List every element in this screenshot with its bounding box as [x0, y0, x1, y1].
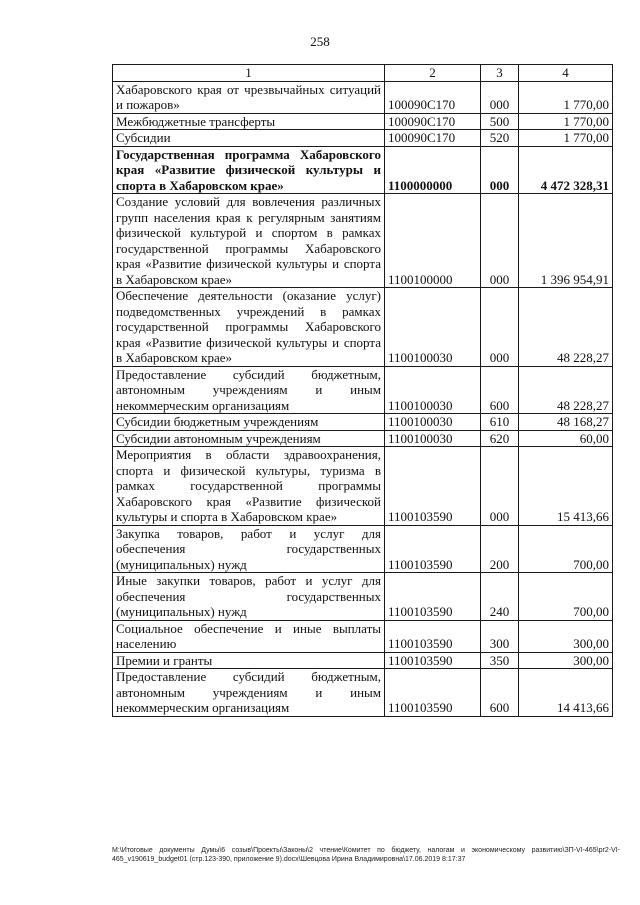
row-name-cell: Премии и гранты [113, 652, 385, 669]
row-csr-cell: 1100100030 [385, 288, 481, 367]
row-csr-cell: 1100103590 [385, 652, 481, 669]
row-csr-cell: 100090С170 [385, 113, 481, 130]
row-vr-cell: 000 [481, 194, 519, 288]
row-csr-cell: 100090С170 [385, 130, 481, 147]
table-row [113, 652, 613, 669]
row-sum-cell: 700,00 [519, 573, 613, 621]
file-path-footer: М:\Итоговые документы Думы\6 созыв\Проекты\Законы\2 чтение\Комитет по бюджету, налогам и экономическому развитию\ЗП-VI-465\pr2-VI-465_v190619_budget01 (стр.123-390, приложение 9).docx\Шевцова Ирина Владимировна\17.06.2019 8:17:37 [112, 847, 620, 863]
table-row [113, 81, 613, 113]
table-row [113, 288, 613, 367]
header-col-sum: 4 [519, 65, 613, 82]
table-row [113, 366, 613, 414]
row-vr-cell: 500 [481, 113, 519, 130]
row-name-cell: Предоставление субсидий бюджетным, автономным учреждениям и иным некоммерческим организациям [113, 669, 385, 717]
table-row [113, 414, 613, 431]
row-sum-cell: 1 770,00 [519, 113, 613, 130]
row-sum-cell: 700,00 [519, 525, 613, 573]
row-name-cell: Обеспечение деятельности (оказание услуг) подведомственных учреждений в рамках государственной программы Хабаровского края «Развитие физической культуры и спорта в Хабаровском крае» [113, 288, 385, 367]
budget-table-body [113, 65, 613, 717]
row-vr-cell: 200 [481, 525, 519, 573]
row-sum-cell: 15 413,66 [519, 447, 613, 526]
row-sum-cell: 60,00 [519, 430, 613, 447]
row-csr-cell: 100090С170 [385, 81, 481, 113]
row-sum-cell: 1 770,00 [519, 81, 613, 113]
table-row [113, 525, 613, 573]
row-vr-cell: 300 [481, 620, 519, 652]
row-name-cell: Хабаровского края от чрезвычайных ситуаций и пожаров» [113, 81, 385, 113]
row-csr-cell: 1100100030 [385, 414, 481, 431]
row-name-cell: Закупка товаров, работ и услуг для обеспечения государственных (муниципальных) нужд [113, 525, 385, 573]
row-csr-cell: 1100103590 [385, 573, 481, 621]
row-vr-cell: 240 [481, 573, 519, 621]
header-col-csr: 2 [385, 65, 481, 82]
row-sum-cell: 300,00 [519, 652, 613, 669]
table-row [113, 130, 613, 147]
row-name-cell: Создание условий для вовлечения различных групп населения края к регулярным занятиям физической культурой и спортом в рамках государственной программы Хабаровского края «Развитие физической культуры и спорта в Хабаровском крае» [113, 194, 385, 288]
row-csr-cell: 1100000000 [385, 146, 481, 194]
row-vr-cell: 600 [481, 669, 519, 717]
row-csr-cell: 1100100030 [385, 430, 481, 447]
row-csr-cell: 1100103590 [385, 620, 481, 652]
row-sum-cell: 1 396 954,91 [519, 194, 613, 288]
row-sum-cell: 4 472 328,31 [519, 146, 613, 194]
row-name-cell: Межбюджетные трансферты [113, 113, 385, 130]
table-row [113, 430, 613, 447]
row-name-cell: Субсидии автономным учреждениям [113, 430, 385, 447]
table-row [113, 573, 613, 621]
row-sum-cell: 1 770,00 [519, 130, 613, 147]
row-vr-cell: 000 [481, 146, 519, 194]
row-csr-cell: 1100103590 [385, 669, 481, 717]
row-name-cell: Иные закупки товаров, работ и услуг для обеспечения государственных (муниципальных) нужд [113, 573, 385, 621]
row-sum-cell: 48 228,27 [519, 288, 613, 367]
row-vr-cell: 520 [481, 130, 519, 147]
header-col-vr: 3 [481, 65, 519, 82]
row-sum-cell: 14 413,66 [519, 669, 613, 717]
table-row [113, 146, 613, 194]
row-vr-cell: 000 [481, 81, 519, 113]
row-sum-cell: 48 168,27 [519, 414, 613, 431]
row-vr-cell: 610 [481, 414, 519, 431]
row-name-cell: Предоставление субсидий бюджетным, автономным учреждениям и иным некоммерческим организациям [113, 366, 385, 414]
table-row [113, 447, 613, 526]
row-name-cell: Государственная программа Хабаровского края «Развитие физической культуры и спорта в Хабаровском крае» [113, 146, 385, 194]
header-col-name: 1 [113, 65, 385, 82]
row-name-cell: Социальное обеспечение и иные выплаты населению [113, 620, 385, 652]
table-row [113, 113, 613, 130]
row-name-cell: Субсидии [113, 130, 385, 147]
page-number: 258 [310, 34, 330, 49]
row-csr-cell: 1100100030 [385, 366, 481, 414]
row-sum-cell: 300,00 [519, 620, 613, 652]
row-csr-cell: 1100103590 [385, 447, 481, 526]
row-name-cell: Мероприятия в области здравоохранения, спорта и физической культуры, туризма в рамках государственной программы Хабаровского края «Развитие физической культуры и спорта в Хабаровском крае» [113, 447, 385, 526]
table-row [113, 194, 613, 288]
table-row [113, 620, 613, 652]
table-row [113, 669, 613, 717]
row-vr-cell: 620 [481, 430, 519, 447]
row-csr-cell: 1100100000 [385, 194, 481, 288]
row-vr-cell: 000 [481, 447, 519, 526]
budget-table [112, 64, 613, 717]
row-csr-cell: 1100103590 [385, 525, 481, 573]
row-name-cell: Субсидии бюджетным учреждениям [113, 414, 385, 431]
row-sum-cell: 48 228,27 [519, 366, 613, 414]
table-header-row [113, 65, 613, 82]
row-vr-cell: 600 [481, 366, 519, 414]
row-vr-cell: 000 [481, 288, 519, 367]
row-vr-cell: 350 [481, 652, 519, 669]
